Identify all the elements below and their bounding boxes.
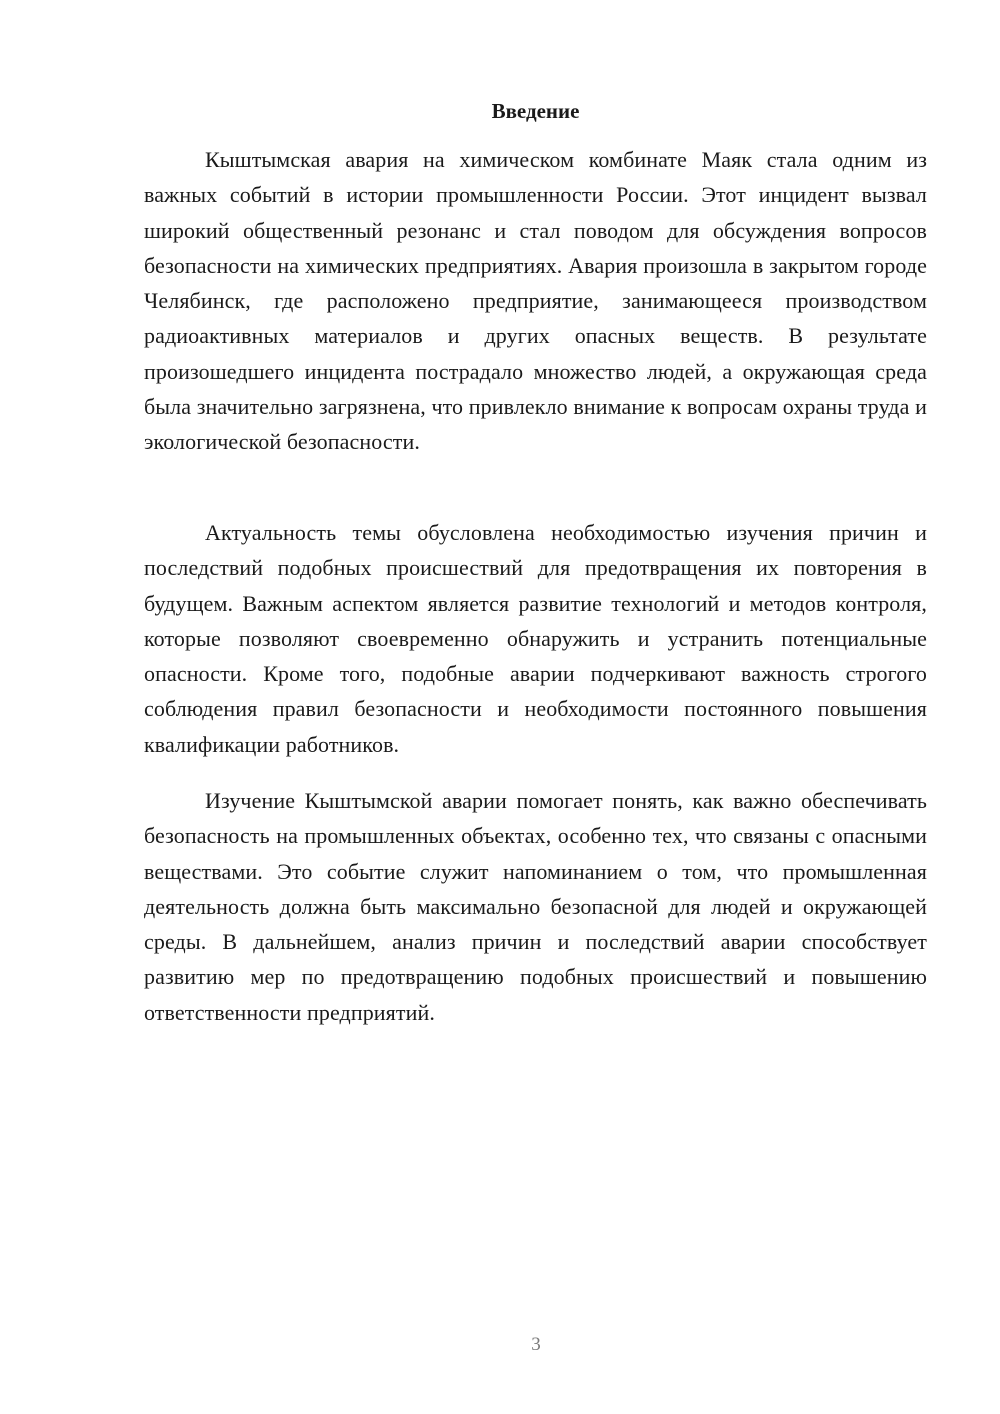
paragraph-relevance: Актуальность темы обусловлена необходимостью изучения причин и последствий подобных происшествий для предотвращения их повторения в будущем. Важным аспектом является развитие технологий и методов контроля, которые позволяют своевременно обнаружить и устранить потенциальные опасности. Кроме того, подобные аварии подчеркивают важность строгого соблюдения правил безопасности и необходимости постоянного повышения квалификации работников. [144, 520, 927, 757]
paragraph-conclusion: Изучение Кыштымской аварии помогает понять, как важно обеспечивать безопасность на промышленных объектах, особенно тех, что связаны с опасными веществами. Это событие служит напоминанием о том, что промышленная деятельность должна быть максимально безопасной для людей и окружающей среды. В дальнейшем, анализ причин и последствий аварии способствует развитию мер по предотвращению подобных происшествий и повышению ответственности предприятий. [144, 788, 927, 1025]
paragraph-introduction: Кыштымская авария на химическом комбинате Маяк стала одним из важных событий в истории промышленности России. Этот инцидент вызвал широкий общественный резонанс и стал поводом для обсуждения вопросов безопасности на химических предприятиях. Авария произошла в закрытом городе Челябинск, где расположено предприятие, занимающееся производством радиоактивных материалов и других опасных веществ. В результате произошедшего инцидента пострадало множество людей, а окружающая среда была значительно загрязнена, что привлекло внимание к вопросам охраны труда и экологической безопасности. [144, 147, 927, 455]
page-number: 3 [531, 1334, 541, 1355]
section-title: Введение [491, 99, 580, 123]
